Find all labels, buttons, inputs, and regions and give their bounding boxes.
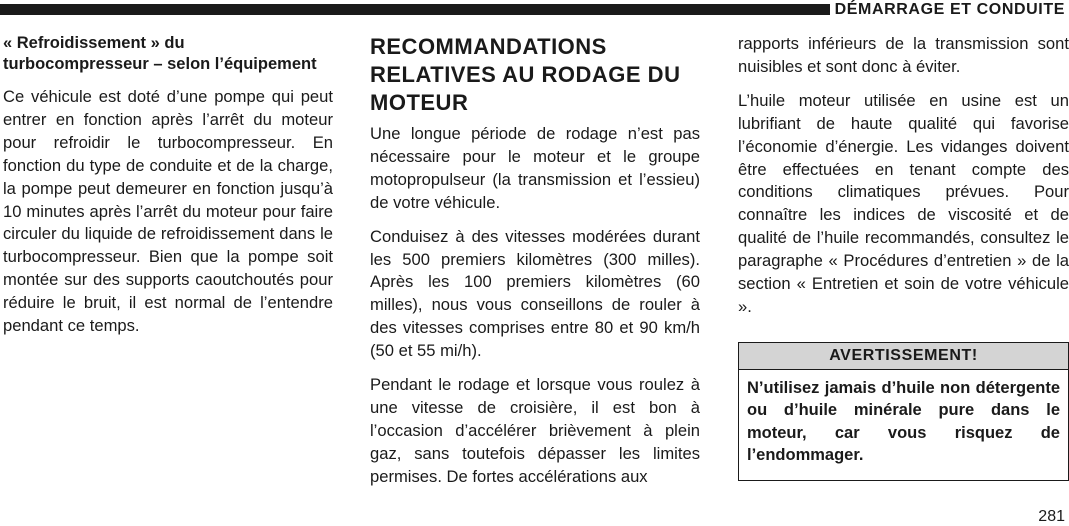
running-header [0, 0, 1069, 20]
turbo-cooling-subheading: « Refroidissement » du turbocompresseur – selon l’équipement [3, 34, 317, 73]
turbo-cooling-paragraph: Ce véhicule est doté d’une pompe qui peut entrer en fonction après l’arrêt du moteur pour refroidir le turbocompresseur. En fonction du type de conduite et de la charge, la pompe peut demeurer en fonction jusqu’à 10 minutes après l’arrêt du moteur pour faire circuler du liquide de refroidissement dans le turbocompresseur. Bien que la pompe soit montée sur des supports caoutchoutés pour réduire le bruit, il est normal de l’entendre pendant ce temps. [3, 87, 333, 336]
break-in-paragraph-1: Une longue période de rodage n’est pas nécessaire pour le moteur et le groupe motopropulseur (la transmission et l’essieu) de votre véhicule. [370, 124, 700, 212]
oil-paragraph-1: rapports inférieurs de la transmission sont nuisibles et sont donc à éviter. [738, 34, 1069, 76]
break-in-heading: RECOMMANDATIONS RELATIVES AU RODAGE DU MOTEUR [370, 34, 681, 115]
break-in-paragraph-2: Conduisez à des vitesses modérées durant les 500 premiers kilomètres (300 milles). Après les 100 premiers kilomètres (60 milles), nous vous conseillons de rouler à des vitesses comprises entre 80 et 90 km/h (50 et 55 mi/h). [370, 226, 700, 361]
warning-title: AVERTISSEMENT! [739, 343, 1068, 370]
column-middle [370, 33, 700, 500]
page-number: 281 [1038, 508, 1065, 525]
header-title: DÉMARRAGE ET CONDUITE [834, 1, 1065, 18]
column-right [738, 33, 1069, 481]
warning-box [738, 342, 1069, 481]
column-left [3, 33, 333, 349]
break-in-paragraph-3: Pendant le rodage et lorsque vous roulez à une vitesse de croisière, il est bon à l’occasion d’accélérer brièvement à plein gaz, sans toutefois dépasser les limites permises. De fortes accélérations aux [370, 375, 700, 486]
oil-paragraph-2: L’huile moteur utilisée en usine est un lubrifiant de haute qualité qui favorise l’économie d’énergie. Les vidanges doivent être effectuées en tenant compte des conditions climatiques prévues. Pour connaître les indices de viscosité et de qualité de l’huile recommandés, consultez le paragraphe « Procédures d’entretien » de la section « Entretien et soin de votre véhicule ». [738, 90, 1069, 316]
header-rule [0, 4, 830, 15]
warning-text: N’utilisez jamais d’huile non détergente ou d’huile minérale pure dans le moteur, car vous risquez de l’endommager. [747, 378, 1060, 465]
